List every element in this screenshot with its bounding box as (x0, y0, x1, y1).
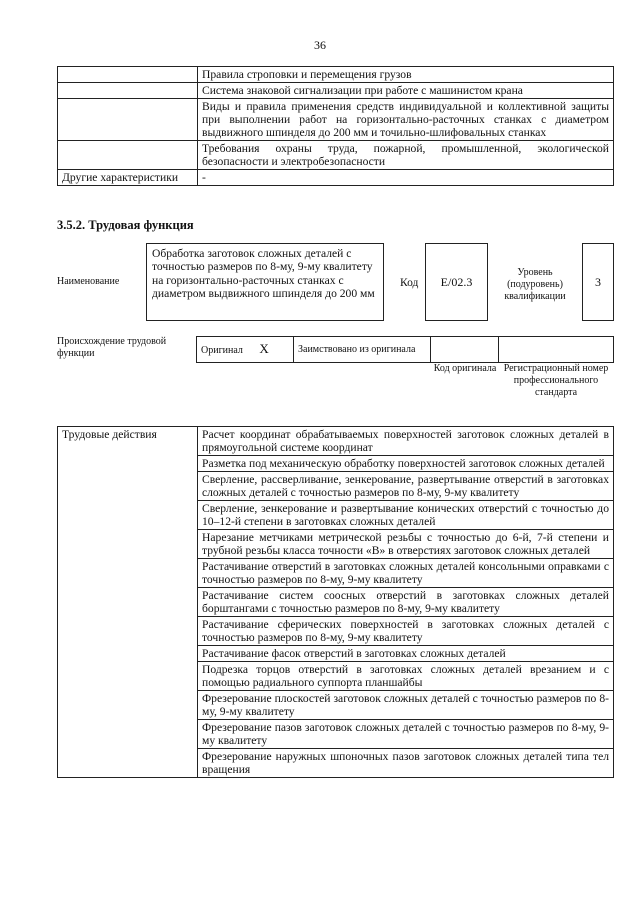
original-mark: X (259, 341, 269, 356)
page-number: 36 (314, 38, 326, 52)
original-label: Оригинал (201, 345, 243, 356)
table-row (197, 337, 614, 363)
table-cell-empty (58, 83, 198, 99)
other-characteristics-label: Другие характеристики (58, 170, 198, 186)
table-row (58, 83, 614, 99)
labor-actions-label: Трудовые действия (58, 427, 198, 778)
table-row (58, 141, 614, 170)
labor-action-item: Растачивание систем соосных отверстий в заготовках сложных деталей борштангами с точностью размеров по 8-му, 9-му квалитету (198, 588, 614, 617)
table-row (58, 67, 614, 83)
other-characteristics-value: - (198, 170, 614, 186)
function-name-box: Обработка заготовок сложных деталей с точностью размеров по 8-му, 9-му квалитету на горизонтально-расточных станках с диаметром выдвижного шпинделя до 200 мм (146, 243, 384, 321)
table-cell-empty (58, 99, 198, 141)
section-title: 3.5.2. Трудовая функция (57, 218, 194, 232)
table-cell-empty (58, 141, 198, 170)
original-code-cell (431, 337, 499, 363)
table-cell-empty (58, 67, 198, 83)
table-row (58, 427, 614, 456)
labor-actions-table (57, 426, 614, 778)
labor-action-item: Растачивание фасок отверстий в заготовках сложных деталей (198, 646, 614, 662)
labor-action-item: Нарезание метчиками метрической резьбы с точностью до 6-й, 7-й степени и трубной резьбы класса точности «В» в отверстиях заготовок сложных деталей (198, 530, 614, 559)
labor-action-item: Подрезка торцов отверстий в заготовках сложных деталей врезанием и с помощью радиального суппорта планшайбы (198, 662, 614, 691)
labor-action-item: Растачивание отверстий в заготовках сложных деталей консольными оправками с точностью размеров по 8-му, 9-му квалитету (198, 559, 614, 588)
table-cell: Виды и правила применения средств индивидуальной и коллективной защиты при выполнении работ на горизонтально-расточных станках с диаметром выдвижного шпинделя до 200 мм и точильно-шлифовальных станках (198, 99, 614, 141)
labor-action-item: Фрезерование пазов заготовок сложных деталей с точностью размеров по 8-му, 9-му квалитету (198, 720, 614, 749)
labor-action-item: Сверление, зенкерование и развертывание конических отверстий с точностью до 10–12-й степени в заготовках сложных деталей (198, 501, 614, 530)
registration-number-caption: Регистрационный номер профессионального стандарта (503, 363, 609, 398)
labor-action-item: Фрезерование плоскостей заготовок сложных деталей с точностью размеров по 8-му, 9-му квалитету (198, 691, 614, 720)
registration-number-cell (499, 337, 614, 363)
original-cell (197, 337, 294, 363)
labor-action-item: Фрезерование наружных шпоночных пазов заготовок сложных деталей типа тел вращения (198, 749, 614, 778)
borrowed-cell: Заимствовано из оригинала (294, 337, 431, 363)
origin-label: Происхождение трудовой функции (57, 336, 167, 359)
code-label: Код (400, 277, 419, 289)
table-cell: Система знаковой сигнализации при работе с машинистом крана (198, 83, 614, 99)
labor-action-item: Расчет координат обрабатываемых поверхностей заготовок сложных деталей в прямоугольной системе координат (198, 427, 614, 456)
table-row (58, 170, 614, 186)
name-label: Наименование (57, 276, 120, 287)
qualification-level-label: Уровень (подуровень) квалификации (504, 267, 566, 302)
origin-table (196, 336, 614, 363)
table-cell: Требования охраны труда, пожарной, промышленной, экологической безопасности и электробезопасности (198, 141, 614, 170)
labor-action-item: Растачивание сферических поверхностей в заготовках сложных деталей с точностью размеров по 8-му, 9-му квалитету (198, 617, 614, 646)
table-cell: Правила строповки и перемещения грузов (198, 67, 614, 83)
labor-action-item: Сверление, рассверливание, зенкерование, развертывание отверстий в заготовках сложных деталей с точностью размеров по 8-му, 9-му квалитету (198, 472, 614, 501)
table-row (58, 99, 614, 141)
knowledge-table (57, 66, 614, 186)
original-code-caption: Код оригинала (433, 363, 497, 374)
qualification-level-box: 3 (582, 243, 614, 321)
function-code-box: E/02.3 (425, 243, 488, 321)
labor-action-item: Разметка под механическую обработку поверхностей заготовок сложных деталей (198, 456, 614, 472)
